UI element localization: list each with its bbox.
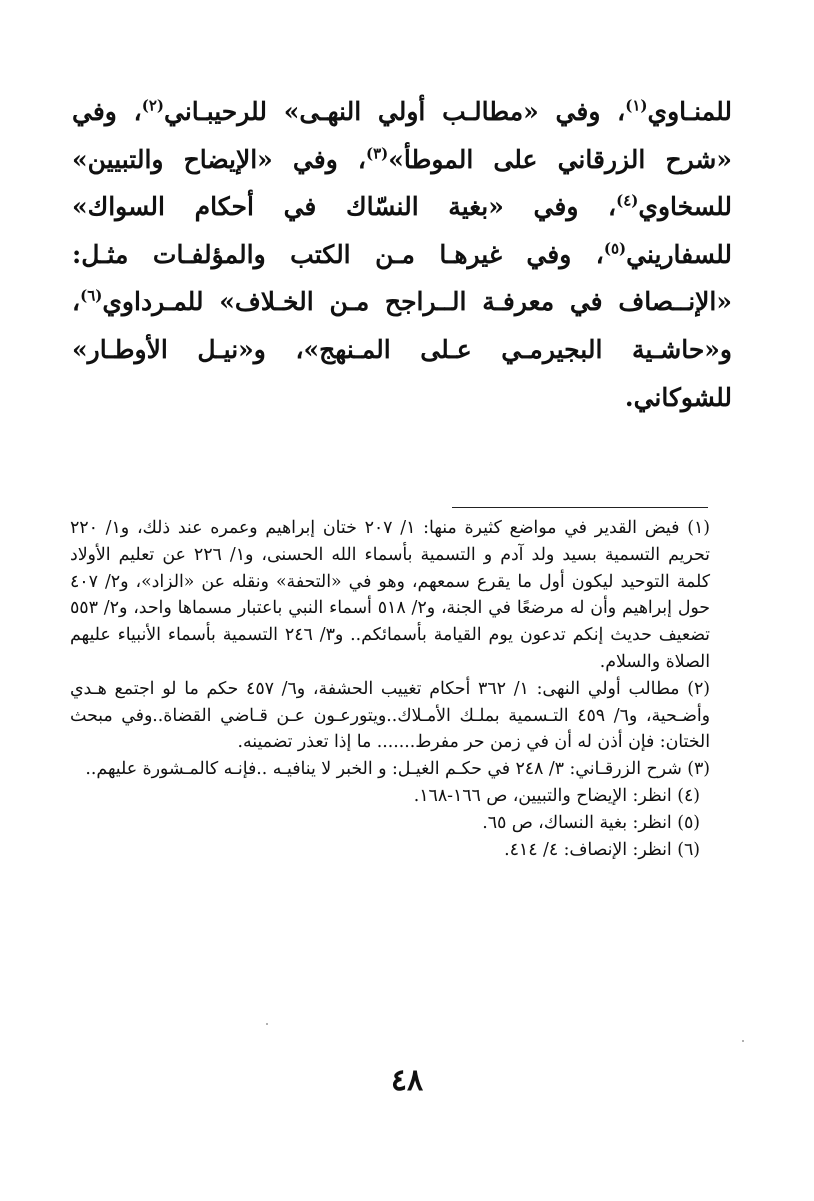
footnote-ref: (٥) [603, 239, 627, 258]
page-number: ٤٨ [390, 1063, 424, 1098]
speck-mark [742, 1040, 744, 1042]
footnote-text: مطالب أولي النهى: ١/ ٣٦٢ أحكام تغييب الحشفة، و٦/ ٤٥٧ حكم ما لو اجتمع هـدي وأضـحية، و٦/ ٤٥٩ التـسمية بملـك الأمـلاك..ويتورعـون عـن قـاضي القضاة..وفي مبحث الختان: فإن أذن له أن في زمن حر مفرط....... ما إذا تعذر تضمينه. [70, 678, 710, 753]
footnote-text: انظر: بغية النساك، ص ٦٥. [482, 812, 672, 833]
footnote-number: (١) [687, 518, 710, 538]
speck-mark [266, 1023, 268, 1025]
footnote-1 [70, 515, 710, 676]
text-run: ، وفي «شرح الزرقاني على الموطأ» [72, 97, 732, 174]
footnote-ref: (١) [625, 96, 648, 115]
footnote-ref: (٦) [80, 287, 103, 306]
footnote-3 [70, 756, 710, 783]
footnote-5 [70, 810, 710, 837]
footnote-number: (٢) [687, 678, 710, 699]
footnote-number: (٦) [677, 839, 700, 860]
footnote-text: شرح الزرقـاني: ٣/ ٢٤٨ في حكـم الغيـل: و الخبر لا ينافيـه ..فإنـه كالمـشورة عليهم.. [85, 759, 682, 780]
footnote-text: انظر: الإيضاح والتبيين، ص ١٦٦-١٦٨. [413, 785, 672, 806]
text-run: ، وفي غيرهـا مـن الكتب والمؤلفـات مثـل: «الإنــصاف في معرفـة الــراجح مـن الخـلاف» للمـرداوي [72, 239, 732, 317]
footnote-ref: (٢) [141, 96, 164, 115]
footnote-6 [70, 837, 710, 864]
body-paragraph [72, 88, 732, 421]
text-run: ، وفي «بغية النسّاك في أحكام السواك» للسفاريني [72, 192, 732, 269]
footnote-4 [70, 783, 710, 810]
main-paragraph [72, 88, 732, 421]
footnote-number: (٤) [677, 785, 700, 806]
text-run: ، وفي «مطالـب أولي النهـى» للرحيبـاني [163, 97, 626, 126]
text-run: ، وفي «الإيضاح والتبيين» للسخاوي [72, 144, 732, 222]
footnote-text: انظر: الإنصاف: ٤/ ٤١٤. [504, 839, 672, 860]
footnote-2 [70, 676, 710, 756]
footnote-ref: (٤) [616, 191, 639, 210]
footnote-number: (٥) [677, 812, 700, 833]
footnote-text: فيض القدير في مواضع كثيرة منها: ١/ ٢٠٧ ختان إبراهيم وعمره عند ذلك، و١/ ٢٢٠ تحريم التسمية بسيد ولد آدم و التسمية بأسماء الله الحسنى، و١/ ٢٢٦ عن تعليم الأولاد كلمة التوحيد ليكون أول ما يقرع سمعهم، وهو في «التحفة» ونقله عن «الزاد»، و٢/ ٤٠٧ حول إبراهيم وأن له مرضعًا في الجنة، و٢/ ٥١٨ أسماء النبي باعتبار مسماها واحد، و٢/ ٥٥٣ تضعيف حديث إنكم تدعون يوم القيامة بأسمائكم.. و٣/ ٢٤٦ التسمية بأسماء الأنبياء عليهم الصلاة والسلام. [70, 518, 710, 672]
footnote-separator [452, 507, 708, 508]
footnote-ref: (٣) [365, 144, 389, 163]
footnotes-block [70, 515, 710, 863]
text-run: ، و«حاشـية البجيرمـي عـلى المـنهج»، و«نيـل الأوطـار» للشوكاني. [72, 287, 732, 412]
text-run: للمنـاوي [647, 97, 732, 126]
footnote-number: (٣) [687, 759, 710, 780]
